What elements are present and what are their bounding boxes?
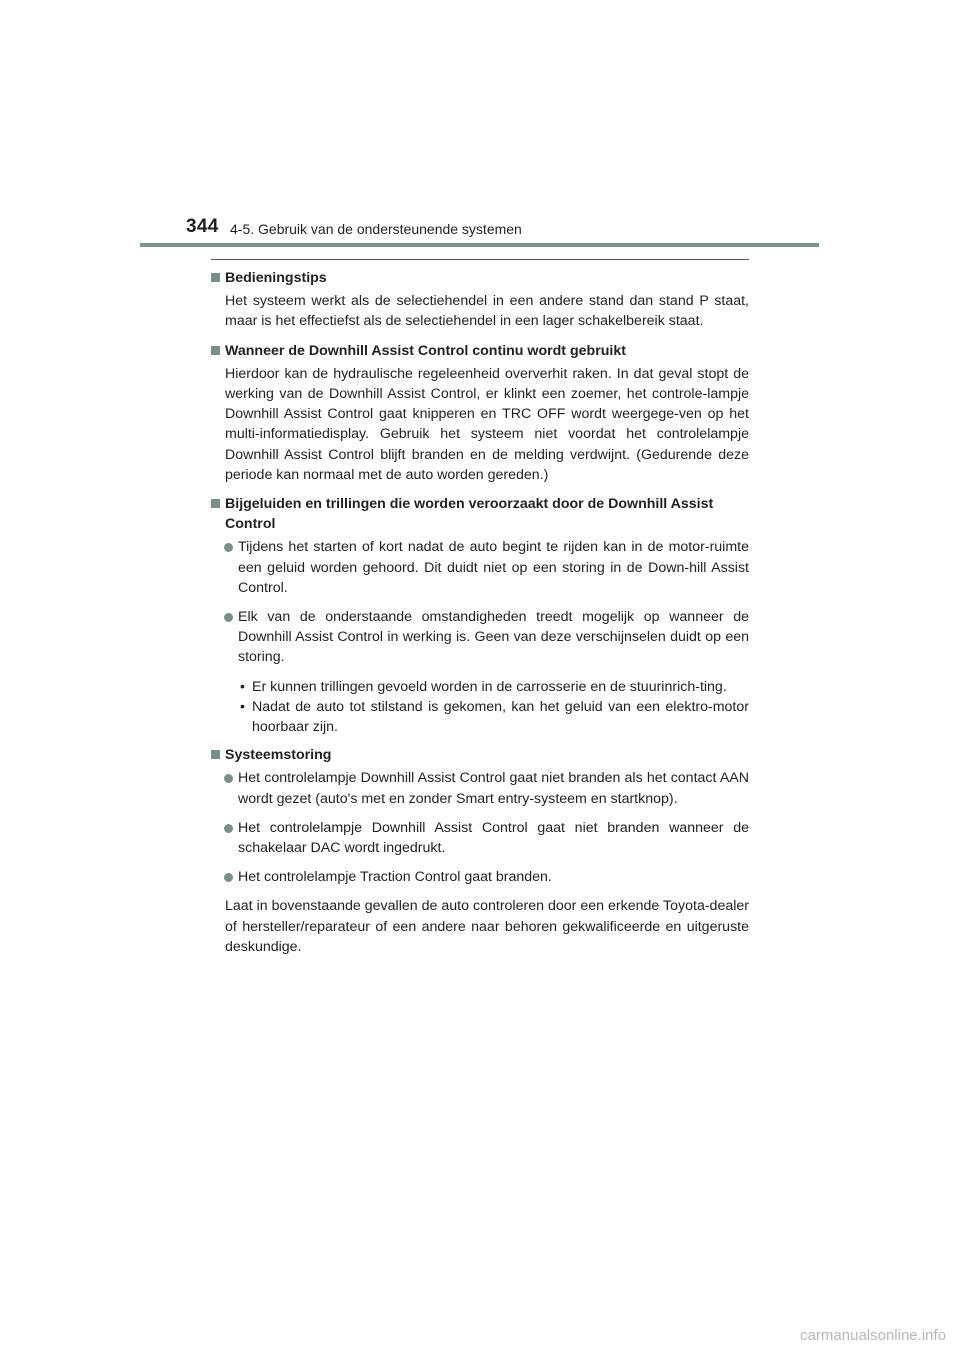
watermark: carmanualsonline.info [800, 1327, 946, 1344]
sub-item-text: Er kunnen trillingen gevoeld worden in de carrosserie en de stuurinrich-ting. [252, 678, 727, 695]
heading-text: Bedieningstips [225, 270, 327, 286]
sub-list-item [238, 677, 749, 697]
page-content [211, 268, 749, 966]
section-heading [211, 494, 749, 534]
bullet-item [211, 537, 749, 598]
square-bullet-icon [211, 499, 220, 508]
section-continuous-use [211, 341, 749, 485]
section-heading [211, 268, 749, 288]
sub-bullet-glyph: • [240, 698, 245, 715]
circle-bullet-icon [224, 824, 233, 833]
square-bullet-icon [211, 273, 220, 282]
bullet-item [211, 818, 749, 858]
bullet-text: Het controlelampje Downhill Assist Control gaat niet branden als het contact AAN wordt gezet (auto's met en zonder Smart entry-systeem en startknop). [238, 770, 749, 807]
heading-text: Wanneer de Downhill Assist Control continu wordt gebruikt [225, 342, 626, 359]
section-title: 4-5. Gebruik van de ondersteunende systemen [230, 221, 522, 237]
bullet-text: Tijdens het starten of kort nadat de auto begint te rijden kan in de motor-ruimte een geluid worden gehoord. Dit duidt niet op een storing in de Down-hill Assist Control. [238, 539, 749, 596]
page-number: 344 [186, 216, 219, 237]
paragraph: Het systeem werkt als de selectiehendel in een andere stand dan stand P staat, maar is het effectiefst als de selectiehendel in een lager schakelbereik staat. [225, 293, 749, 330]
section-system-failure [211, 745, 749, 957]
circle-bullet-icon [224, 873, 233, 882]
square-bullet-icon [211, 750, 220, 759]
bullet-text: Elk van de onderstaande omstandigheden treedt mogelijk op wanneer de Downhill Assist Control in werking is. Geen van deze verschijnselen duidt op een storing. [238, 609, 749, 666]
bullet-item [211, 768, 749, 808]
paragraph: Hierdoor kan de hydraulische regeleenheid oververhit raken. In dat geval stopt de werking van de Downhill Assist Control, er klinkt een zoemer, het controle-lampje Downhill Assist Control gaat knipperen en TRC OFF wordt weergege-ven op het multi-informatiedisplay. Gebruik het systeem niet voordat het controlelampje Downhill Assist Control blijft branden en de melding verdwijnt. (Gedurende deze periode kan normaal met de auto worden gereden.) [225, 365, 749, 483]
section-heading [211, 745, 749, 765]
circle-bullet-icon [224, 613, 233, 622]
sub-bullet-glyph: • [240, 678, 245, 695]
sub-list [238, 677, 749, 738]
content-divider [211, 259, 749, 260]
section-operating-tips [211, 268, 749, 332]
sub-list-item [238, 697, 749, 737]
page-header [0, 0, 960, 250]
bullet-text: Het controlelampje Traction Control gaat branden. [238, 869, 552, 886]
circle-bullet-icon [224, 774, 233, 783]
section-noises-vibrations [211, 494, 749, 737]
closing-paragraph: Laat in bovenstaande gevallen de auto controleren door een erkende Toyota-dealer of hersteller/reparateur of een andere naar behoren gekwalificeerde en uitgeruste deskundige. [225, 898, 749, 955]
bullet-item [211, 607, 749, 668]
square-bullet-icon [211, 346, 220, 355]
header-rule [140, 243, 819, 247]
heading-text: Bijgeluiden en trillingen die worden veroorzaakt door de Downhill Assist Control [225, 496, 714, 533]
section-heading [211, 341, 749, 361]
circle-bullet-icon [224, 543, 233, 552]
heading-text: Systeemstoring [225, 747, 332, 764]
sub-item-text: Nadat de auto tot stilstand is gekomen, kan het geluid van een elektro-motor hoorbaar zijn. [252, 698, 749, 736]
bullet-item [211, 867, 749, 887]
bullet-text: Het controlelampje Downhill Assist Control gaat niet branden wanneer de schakelaar DAC wordt ingedrukt. [238, 819, 749, 857]
